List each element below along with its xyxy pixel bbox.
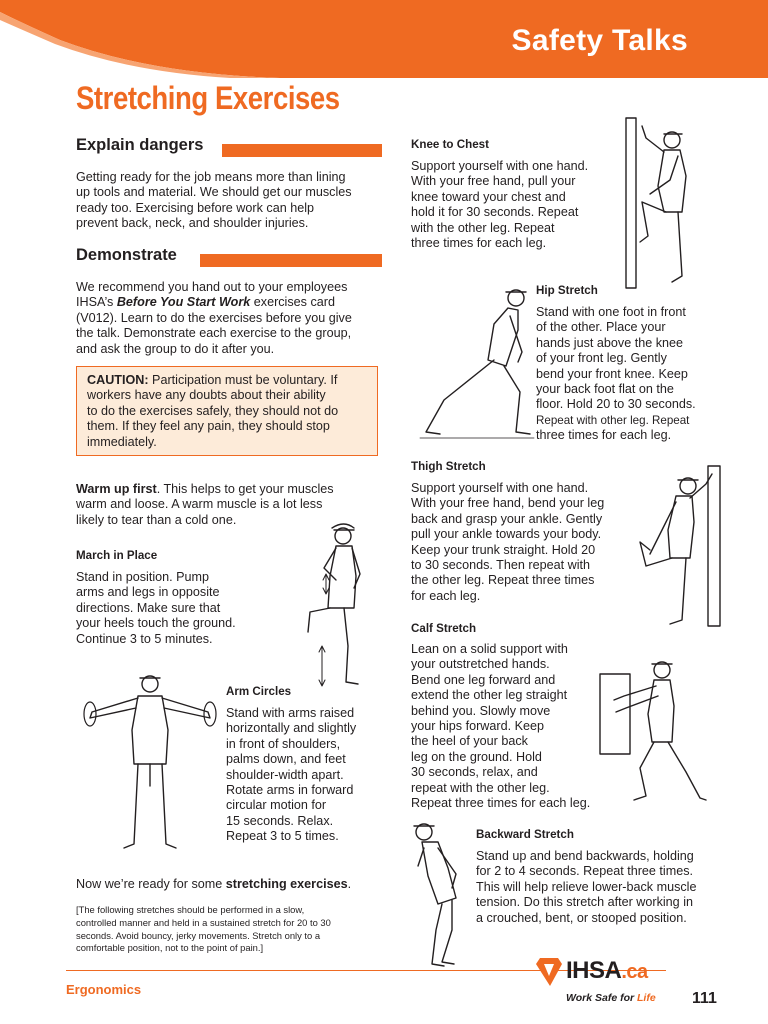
thigh-stretch-figure [630,462,726,630]
march-in-place-figure [296,516,376,692]
demonstrate-title: Demonstrate [76,246,177,264]
hip-stretch-title: Hip Stretch [536,284,598,297]
page-number: 111 [692,990,717,1007]
explain-dangers-heading [76,136,382,155]
ready-text: Now we’re ready for some stretching exercises. [76,877,352,891]
backward-stretch-text: Stand up and bend backwards, holding for 2 to 4 seconds. Repeat three times. This will help relieve lower-back muscle tension. Do this stretch after working in a crouched, bent, or stooped position. [476,849,697,925]
explain-dangers-title: Explain dangers [76,136,204,154]
explain-dangers-text: Getting ready for the job means more than lining up tools and material. We should get our muscles ready too. Exercising before work can help prevent back, neck, and shoulder injuries. [76,170,352,231]
ihsa-brand: IHSA.ca [566,957,648,984]
arm-circles-text: Stand with arms raised horizontally and slightly in front of shoulders, palms down, and feet shoulder-width apart. Rotate arms in forward circular motion for 15 seconds. Relax. Repeat 3 to 5 times. [226,706,357,844]
tagline: Work Safe for Life [566,992,656,1004]
demonstrate-text: We recommend you hand out to your employees IHSA’s Before You Start Work exercises card (V012). Learn to do the exercises before you give the talk. Demonstrate each exercise to the group, and ask the group to do it after you. [76,280,352,356]
hip-stretch-text: Stand with one foot in front of the other. Place your hands just above the knee of your front leg. Gently bend your front knee. Keep your back foot flat on the floor. Hold 20 to 30 seconds. Repeat with other leg. Repeat three times for each leg. [536,305,696,443]
caution-box: CAUTION: Participation must be voluntary. If workers have any doubts about their ability to do the exercises safely, they should not do them. If they feel any pain, they should stop immediately. [76,366,378,456]
caution-label: CAUTION: [87,373,149,387]
ihsa-logo-icon [534,956,564,993]
footer-section: Ergonomics [66,982,142,997]
march-title: March in Place [76,549,158,562]
thigh-stretch-text: Support yourself with one hand. With your free hand, bend your leg back and grasp your ankle. Gently pull your ankle towards your body. Keep your trunk straight. Hold 20 to 30 seconds. Then repeat with the other leg. Repeat three times for each leg. [411,481,605,603]
hip-stretch-figure [418,282,536,442]
calf-stretch-text: Lean on a solid support with your outstretched hands. Bend one leg forward and extend the other leg straight behind you. Slowly move your hips forward. Keep the heel of your back leg on the ground. Hold 30 seconds, relax, and repeat with the other leg. Repeat three times for each leg. [411,642,591,811]
stretch-note: [The following stretches should be performed in a slow, controlled manner and held in a sustained stretch for 20 to 30 seconds. Avoid bouncy, jerky movements. Stretch only to a comfortable position, not to the point of pain.] [76,904,331,954]
demonstrate-heading [76,246,382,265]
heading-accent-bar [200,254,382,267]
heading-accent-bar [222,144,382,157]
calf-stretch-figure [594,656,708,806]
knee-to-chest-title: Knee to Chest [411,138,489,151]
march-text: Stand in position. Pump arms and legs in opposite directions. Make sure that your heels touch the ground. Continue 3 to 5 minutes. [76,570,236,646]
series-title: Safety Talks [511,24,688,57]
knee-to-chest-text: Support yourself with one hand. With your free hand, pull your knee toward your chest and hold it for 30 seconds. Repeat with the other leg. Repeat three times for each leg. [411,159,589,251]
arm-circles-title: Arm Circles [226,685,292,698]
thigh-stretch-title: Thigh Stretch [411,460,486,473]
backward-stretch-title: Backward Stretch [476,828,574,841]
knee-to-chest-figure [620,116,694,292]
arm-circles-figure [78,668,222,860]
page-title: Stretching Exercises [76,80,340,116]
calf-stretch-title: Calf Stretch [411,622,477,635]
backward-stretch-figure [408,818,474,970]
warmup-text: Warm up first. This helps to get your muscles warm and loose. A warm muscle is a lot less likely to tear than a cold one. [76,482,334,527]
